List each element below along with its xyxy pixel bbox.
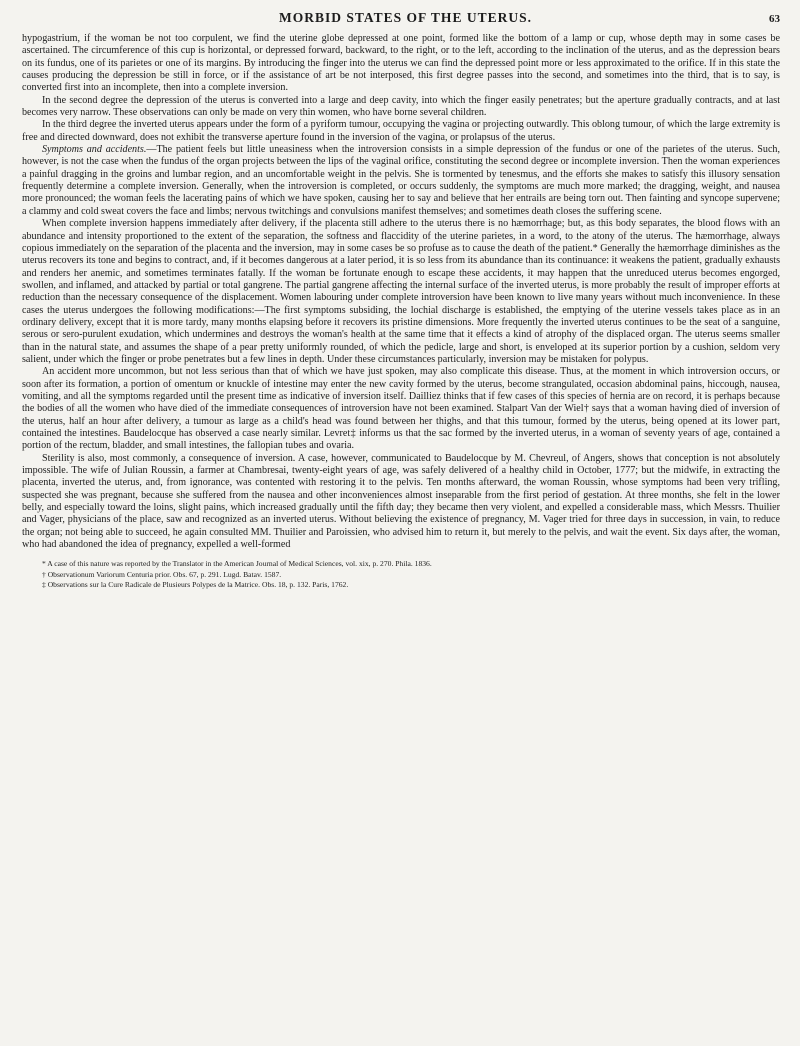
footnote: * A case of this nature was reported by the Translator in the American Journal of Medical Sciences, vol. xix, p. 270. Phila. 1836. <box>42 559 432 569</box>
paragraph-symptoms: Symptoms and accidents.—The patient feels but little uneasiness when the introversion consists in a simple depression of the fundus or one of the parietes of the uterus. Such, however, is not the case when the fundus of the organ projects between the lips of the vaginal orifice, constituting the second degree or incomplete inversion. Then the woman experiences a painful dragging in the groins and lumbar region, and an uncomfortable weight in the pelvis. She is tormented by tenesmus, and the efforts she makes to satisfy this illusory sensation frequently determine a complete inversion. Generally, when the introversion is completed, or occurs suddenly, the symptoms are much more marked; the dragging, weight, and nausea more pronounced; the woman feels the lacerating pains of which we have spoken, causing her to say and believe that her entrails are being torn out. Then fainting and syncope supervene; a clammy and cold sweat covers the face and limbs; nervous twitchings and convulsions manifest themselves; and sometimes death closes the suffering scene. <box>22 144 780 217</box>
running-head <box>22 10 780 32</box>
footnote: † Observationum Variorum Centuria prior. Obs. 67, p. 291. Lugd. Batav. 1587. <box>42 569 282 579</box>
footnote: ‡ Observations sur la Cure Radicale de Plusieurs Polypes de la Matrice. Obs. 18, p. 132. Paris, 1762. <box>42 579 349 589</box>
running-title: MORBID STATES OF THE UTERUS. <box>279 10 532 25</box>
paragraph: Sterility is also, most commonly, a consequence of inversion. A case, however, communicated to Baudelocque by M. Chevreul, of Angers, shows that conception is not absolutely impossible. The wife of Julian Roussin, a farmer at Chambresai, twenty-eight years of age, was safely delivered of a healthy child in October, 1777; but the midwife, in extracting the placenta, inverted the uterus, and, from ignorance, was contented with restoring it to the pelvis. Ten months afterward, the woman Roussin, whose symptoms had been very trifling, suspected she was pregnant, because she suffered from the nausea and other inconveniences almost inseparable from the first period of gestation. At three months, she felt in the lower belly, and especially toward the loins, slight pains, which increased gradually until the fifth day; they became then very violent, and expelled a considerable mass, which Messrs. Thuilier and Vager, physicians of the place, saw and recognized as an inverted uterus. Without believing the existence of pregnancy, M. Vager tried for three days in succession, in vain, to reduce the organ; not being able to succeed, he again consulted MM. Thuilier and Paroissien, who advised him to return it, but merely to the pelvis, and wait the event. Six days after, the woman, who had abandoned the idea of pregnancy, expelled a well-formed <box>22 452 780 551</box>
paragraph: When complete inversion happens immediately after delivery, if the placenta still adhere to the uterus there is no hæmorrhage; but, as this body separates, the blood flows with an abundance and intensity proportioned to the extent of the separation, the softness and flaccidity of the uterine parietes, in a word, to the atony of the uterus. The hæmorrhage, always copious immediately on the separation of the placenta and the inversion, may in some cases be so profuse as to cause the death of the patient.* Generally the hæmorrhage diminishes as the uterus recovers its tone and begins to contract, and, if it becomes dangerous at a later period, it is so less from its abundance than its continuance: it weakens the patient, gradually exhausts and renders her anemic, and sometimes terminates fatally. If the woman be fortunate enough to escape these accidents, it may happen that the unreduced uterus becomes engorged, swollen, and inflamed, and attacked by partial or total gangrene. The partial gangrene affecting the internal surface of the inverted uterus, is more probably the result of improper efforts at reduction than the necessary consequence of the displacement. Women labouring under complete introversion have been known to live many years without much inconvenience. In these cases the uterus undergoes the following modifications:—The first symptoms subsiding, the lochial discharge is established, the emptying of the uterine vessels takes place as in an ordinary delivery, except that it is more tardy, many months elapsing before it recovers its pristine dimensions. More frequently the inverted uterus continues to be the seat of a sanguine, serous or sero-purulent exudation, which undermines and destroys the woman's health at the same time that it effects a kind of atrophy of the displaced organ. The uterus seems smaller than in the natural state, and assumes the shape of a pear pretty uniformly rounded, of which the pedicle, large and short, is enveloped at its superior portion by a cushion, seldom very salient, under which the finger or probe penetrates but a few lines in depth. Under these circumstances particularly, inversion may be mistaken for polypus. <box>22 218 780 365</box>
body-text <box>22 33 780 551</box>
paragraph: In the second degree the depression of the uterus is converted into a large and deep cavity, into which the finger easily penetrates; but the aperture gradually contracts, and at last becomes very narrow. These observations can only be made on very thin women, who have borne several children. <box>22 94 780 119</box>
section-heading: Symptoms and accidents. <box>42 144 147 156</box>
footnotes <box>22 559 780 590</box>
paragraph: hypogastrium, if the woman be not too corpulent, we find the uterine globe depressed at one point, formed like the bottom of a lamp or cup, whose depth may in some cases be ascertained. The circumference of this cup is horizontal, or depressed forward, backward, to the right, or to the left, according to the inclination of the uterus, and as the depression bears on its fundus, one of its parietes or one of its margins. By introducing the finger into the uterus we can find the depressed point more or less approximated to the orifice. If in this state the causes producing the depression be still in force, or if the assistance of art be not interposed, this first degree passes into the second, and sometimes into the third, that is to say, is converted first into an incomplete, then into a complete inversion. <box>22 33 780 94</box>
paragraph: In the third degree the inverted uterus appears under the form of a pyriform tumour, occupying the vagina or projecting outwardly. This oblong tumour, of which the large extremity is free and directed downward, does not exhibit the transverse aperture found in the inversion of the vagina, or prolapsus of the uterus. <box>22 119 780 143</box>
page-number: 63 <box>769 13 780 25</box>
paragraph: An accident more uncommon, but not less serious than that of which we have just spoken, may also complicate this disease. Thus, at the moment in which introversion occurs, or soon after its formation, a portion of omentum or knuckle of intestine may enter the new cavity formed by the uterus, become strangulated, occasion abdominal pains, hiccough, nausea, vomiting, and all the symptoms regarded until the present time as indicative of inversion itself. Dailliez thinks that if few cases of this species of hernia are on record, it is perhaps because the bodies of all the women who have died of the immediate consequences of introversion have not been examined. Stalpart Van der Wiel† says that a woman having died of inversion of the uterus, half an hour after delivery, a tumour as large as a child's head was found between her thighs, and that this tumour, formed by the uterus, being opened at its lower part, contained the intestines. Baudelocque has observed a case nearly similar. Levret‡ informs us that the sac formed by the inverted uterus, in a woman of seventy years of age, contained a portion of the rectum, bladder, and small intestines, the fallopian tubes and ovaria. <box>22 366 780 452</box>
